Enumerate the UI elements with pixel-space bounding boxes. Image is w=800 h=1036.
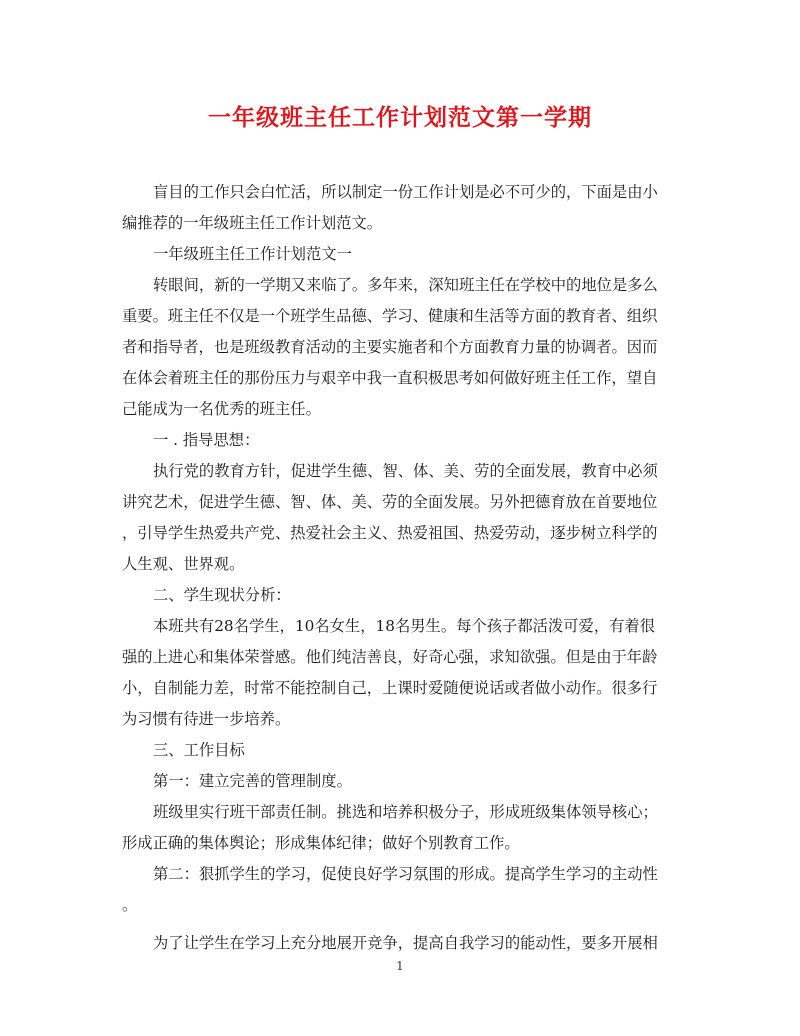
document-title: 一年级班主任工作计划范文第一学期	[208, 104, 592, 131]
paragraph-line: 人生观、世界观。	[122, 555, 245, 573]
document-body	[122, 177, 680, 959]
paragraph-line: 为习惯有待进一步培养。	[122, 710, 291, 728]
paragraph-line: 三、工作目标	[153, 741, 245, 759]
paragraph-line: 己能成为一名优秀的班主任。	[122, 400, 321, 418]
paragraph-line: 为了让学生在学习上充分地展开竞争，提高自我学习的能动性，要多开展相	[153, 934, 658, 952]
paragraph-line: 重要。班主任不仅是一个班学生品德、学习、健康和生活等方面的教育者、组织	[122, 307, 658, 325]
paragraph-line: 讲究艺术，促进学生德、智、体、美、劳的全面发展。另外把德育放在首要地位	[122, 493, 658, 511]
paragraph-line: 形成正确的集体舆论；形成集体纪律；做好个别教育工作。	[122, 834, 520, 852]
paragraph-line: 小，自制能力差，时常不能控制自己，上课时爱随便说话或者做小动作。很多行	[122, 679, 658, 697]
paragraph-line: 转眼间，新的一学期又来临了。多年来，深知班主任在学校中的地位是多么	[153, 276, 658, 294]
paragraph-line: 一年级班主任工作计划范文一	[153, 245, 352, 263]
paragraph-line: 盲目的工作只会白忙活，所以制定一份工作计划是必不可少的，下面是由小	[153, 183, 658, 201]
paragraph-line: 。	[122, 896, 138, 914]
paragraph-line: 第二：狠抓学生的学习，促使良好学习氛围的形成。提高学生学习的主动性	[153, 865, 658, 883]
paragraph-line: 强的上进心和集体荣誉感。他们纯洁善良，好奇心强，求知欲强。但是由于年龄	[122, 648, 658, 666]
paragraph-line: 第一：建立完善的管理制度。	[153, 772, 352, 790]
paragraph-line: 二、学生现状分析：	[153, 586, 291, 604]
page-number: 1	[396, 959, 404, 973]
paragraph-line: 本班共有28名学生，10名女生，18名男生。每个孩子都活泼可爱，有着很	[153, 617, 656, 635]
paragraph-line: 执行党的教育方针，促进学生德、智、体、美、劳的全面发展，教育中必须	[153, 462, 658, 480]
paragraph-line: 编推荐的一年级班主任工作计划范文。	[122, 214, 383, 232]
paragraph-line: ，引导学生热爱共产党、热爱社会主义、热爱祖国、热爱劳动，逐步树立科学的	[122, 524, 658, 542]
paragraph-line: 者和指导者，也是班级教育活动的主要实施者和个方面教育力量的协调者。因而	[122, 338, 658, 356]
paragraph-line: 在体会着班主任的那份压力与艰辛中我一直积极思考如何做好班主任工作，望自	[122, 369, 658, 387]
paragraph-line: 班级里实行班干部责任制。挑选和培养积极分子，形成班级集体领导核心；	[153, 803, 658, 821]
paragraph-line: 一 . 指导思想：	[153, 431, 260, 449]
